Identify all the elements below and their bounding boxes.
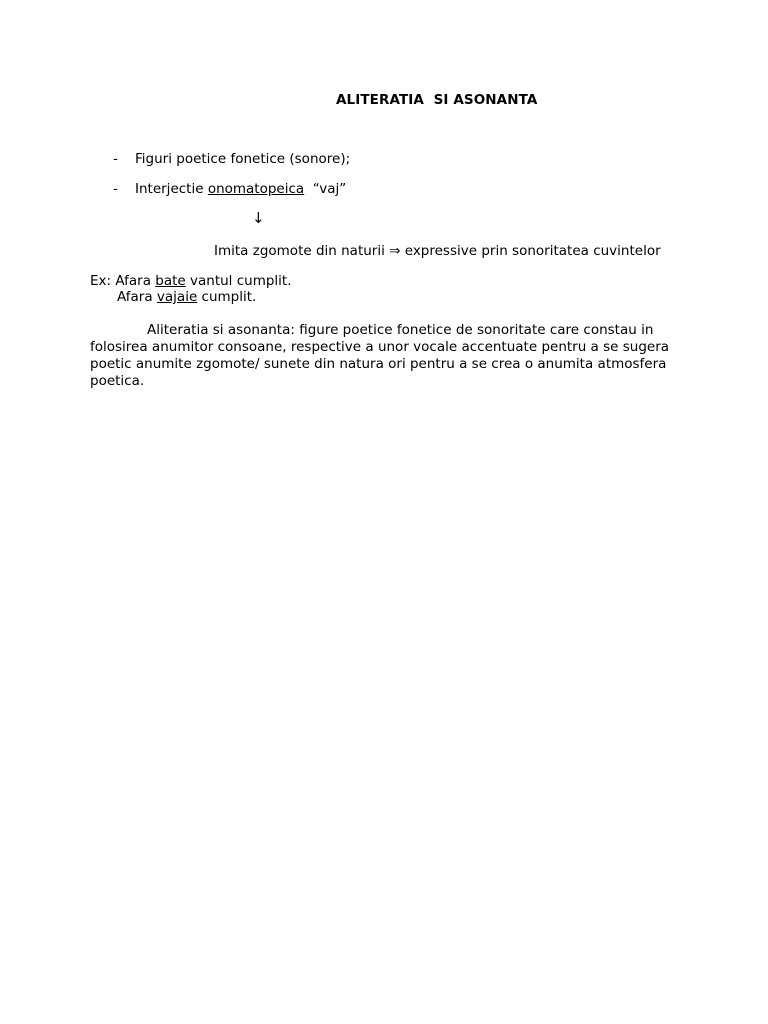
example-line-1 xyxy=(90,273,292,289)
bullet-dash: - xyxy=(113,181,118,197)
underlined-vajaie: vajaie xyxy=(156,289,198,305)
underlined-bate: bate xyxy=(155,273,186,289)
imitation-line: Imita zgomote din naturii ⇒ expressive prin sonoritatea cuvintelor xyxy=(214,243,661,259)
example-line-2 xyxy=(117,289,256,305)
bullet-item-figuri: Figuri poetice fonetice (sonore); xyxy=(135,151,351,167)
bullet-item-interjectie xyxy=(135,181,346,197)
document-title: ALITERATIA SI ASONANTA xyxy=(336,92,538,108)
example-suffix: vantul cumplit. xyxy=(185,273,292,289)
example-prefix: Ex: Afara xyxy=(90,273,156,289)
vaj-quote: “vaj” xyxy=(304,181,347,197)
bullet-dash: - xyxy=(113,151,118,167)
interjectie-text: Interjectie xyxy=(135,181,208,197)
example-suffix: cumplit. xyxy=(197,289,257,305)
down-arrow-icon: ↓ xyxy=(252,209,265,227)
example-prefix: Afara xyxy=(117,289,157,305)
underlined-onomatopeica: onomatopeica xyxy=(207,181,305,197)
definition-paragraph: Aliteratia si asonanta: figure poetice fonetice de sonoritate care constau in folosirea anumitor consoane, respective a unor vocale accentuate pentru a se sugera poetic anumite zgomote/ sunete din natura ori pentru a se crea o anumita atmosfera poetica. xyxy=(90,322,670,389)
